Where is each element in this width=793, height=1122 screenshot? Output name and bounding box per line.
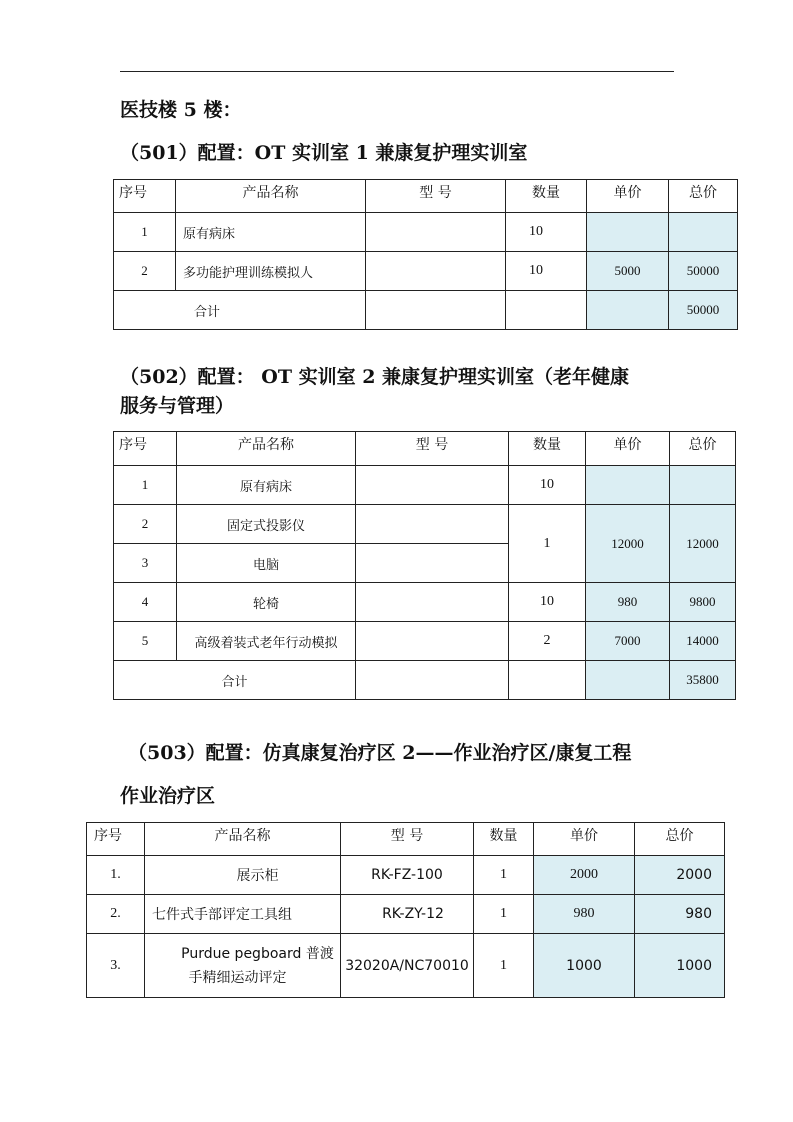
cell-name: 原有病床 xyxy=(176,213,366,252)
sum-total: 50000 xyxy=(669,291,738,330)
cell-unit-price: 980 xyxy=(586,583,670,622)
cell-qty: 1 xyxy=(474,856,534,895)
header-name: 产品名称 xyxy=(145,823,341,856)
cell-total xyxy=(670,466,736,505)
table-row xyxy=(87,934,725,998)
cell-qty: 2 xyxy=(509,622,586,661)
cell-no: 3 xyxy=(114,544,177,583)
sum-row xyxy=(114,291,738,330)
cell-total: 50000 xyxy=(669,252,738,291)
cell-qty: 10 xyxy=(506,213,587,252)
sum-total: 35800 xyxy=(670,661,736,700)
header-qty: 数量 xyxy=(474,823,534,856)
sum-label: 合计 xyxy=(114,661,356,700)
header-qty: 数量 xyxy=(506,180,587,213)
header-model: 型 号 xyxy=(366,180,506,213)
header-unit-price: 单价 xyxy=(534,823,635,856)
cell-name xyxy=(145,934,341,998)
table-header-row xyxy=(114,432,736,466)
section-501-title: （501）配置：OT 实训室 1 兼康复护理实训室 xyxy=(120,142,528,164)
header-no: 序号 xyxy=(114,432,177,466)
table-header-row xyxy=(114,180,738,213)
header-model: 型 号 xyxy=(356,432,509,466)
table-row xyxy=(114,583,736,622)
cell-no: 1 xyxy=(114,466,177,505)
sum-row xyxy=(114,661,736,700)
cell-model xyxy=(366,252,506,291)
cell-name-line2: 手精细运动评定 xyxy=(188,969,287,986)
cell-total: 1000 xyxy=(635,934,725,998)
header-total: 总价 xyxy=(635,823,725,856)
cell-unit-price xyxy=(586,466,670,505)
cell-no: 2 xyxy=(114,252,176,291)
cell-model xyxy=(356,544,509,583)
cell-name: 展示柜 xyxy=(145,856,341,895)
cell-name-line1: Purdue pegboard 普渡 xyxy=(181,945,334,962)
cell-no: 1. xyxy=(87,856,145,895)
cell-qty: 1 xyxy=(474,934,534,998)
cell-no: 4 xyxy=(114,583,177,622)
sum-empty xyxy=(506,291,587,330)
sum-empty xyxy=(587,291,669,330)
sum-empty xyxy=(586,661,670,700)
table-row xyxy=(114,252,738,291)
cell-name: 高级着装式老年行动模拟 xyxy=(177,622,356,661)
cell-name: 原有病床 xyxy=(177,466,356,505)
table-502 xyxy=(113,431,736,700)
header-qty: 数量 xyxy=(509,432,586,466)
cell-total: 9800 xyxy=(670,583,736,622)
sum-empty xyxy=(366,291,506,330)
header-no: 序号 xyxy=(87,823,145,856)
cell-no: 2 xyxy=(114,505,177,544)
cell-model xyxy=(356,583,509,622)
header-total: 总价 xyxy=(670,432,736,466)
cell-no: 5 xyxy=(114,622,177,661)
header-rule xyxy=(120,71,674,72)
table-503 xyxy=(86,822,725,998)
cell-total: 14000 xyxy=(670,622,736,661)
header-name: 产品名称 xyxy=(176,180,366,213)
section-502-title-line2: 服务与管理） xyxy=(120,395,235,417)
header-no: 序号 xyxy=(114,180,176,213)
cell-unit-price: 7000 xyxy=(586,622,670,661)
cell-model xyxy=(356,505,509,544)
cell-model xyxy=(356,622,509,661)
cell-name: 电脑 xyxy=(177,544,356,583)
section-503-title-line2: 作业治疗区 xyxy=(120,785,216,807)
header-unit-price: 单价 xyxy=(586,432,670,466)
cell-model xyxy=(366,213,506,252)
cell-unit-price: 2000 xyxy=(534,856,635,895)
cell-qty: 1 xyxy=(474,895,534,934)
cell-unit-price: 1000 xyxy=(534,934,635,998)
cell-model: RK-FZ-100 xyxy=(341,856,474,895)
cell-qty-merged: 1 xyxy=(509,505,586,583)
cell-total: 2000 xyxy=(635,856,725,895)
sum-label: 合计 xyxy=(114,291,366,330)
header-model: 型 号 xyxy=(341,823,474,856)
table-row xyxy=(87,895,725,934)
cell-unit-price: 5000 xyxy=(587,252,669,291)
cell-model: 32020A/NC70010 xyxy=(341,934,474,998)
cell-name: 七件式手部评定工具组 xyxy=(145,895,341,934)
cell-model xyxy=(356,466,509,505)
cell-unit-price xyxy=(587,213,669,252)
cell-name: 固定式投影仪 xyxy=(177,505,356,544)
cell-name: 多功能护理训练模拟人 xyxy=(176,252,366,291)
table-501 xyxy=(113,179,738,330)
sum-empty xyxy=(356,661,509,700)
cell-total-merged: 12000 xyxy=(670,505,736,583)
table-row xyxy=(87,856,725,895)
table-row xyxy=(114,622,736,661)
table-row xyxy=(114,466,736,505)
table-header-row xyxy=(87,823,725,856)
cell-name: 轮椅 xyxy=(177,583,356,622)
cell-total xyxy=(669,213,738,252)
table-row xyxy=(114,213,738,252)
cell-unit-price-merged: 12000 xyxy=(586,505,670,583)
cell-unit-price: 980 xyxy=(534,895,635,934)
header-total: 总价 xyxy=(669,180,738,213)
header-unit-price: 单价 xyxy=(587,180,669,213)
section-502-title-line1: （502）配置： OT 实训室 2 兼康复护理实训室（老年健康 xyxy=(120,366,630,388)
header-name: 产品名称 xyxy=(177,432,356,466)
section-503-title-line1: （503）配置：仿真康复治疗区 2——作业治疗区/康复工程 xyxy=(128,742,632,764)
cell-qty: 10 xyxy=(509,466,586,505)
cell-total: 980 xyxy=(635,895,725,934)
cell-no: 1 xyxy=(114,213,176,252)
cell-no: 2. xyxy=(87,895,145,934)
sum-empty xyxy=(509,661,586,700)
table-row xyxy=(114,505,736,544)
cell-qty: 10 xyxy=(506,252,587,291)
cell-model: RK-ZY-12 xyxy=(341,895,474,934)
building-title: 医技楼 5 楼： xyxy=(120,99,242,121)
cell-qty: 10 xyxy=(509,583,586,622)
cell-no: 3. xyxy=(87,934,145,998)
